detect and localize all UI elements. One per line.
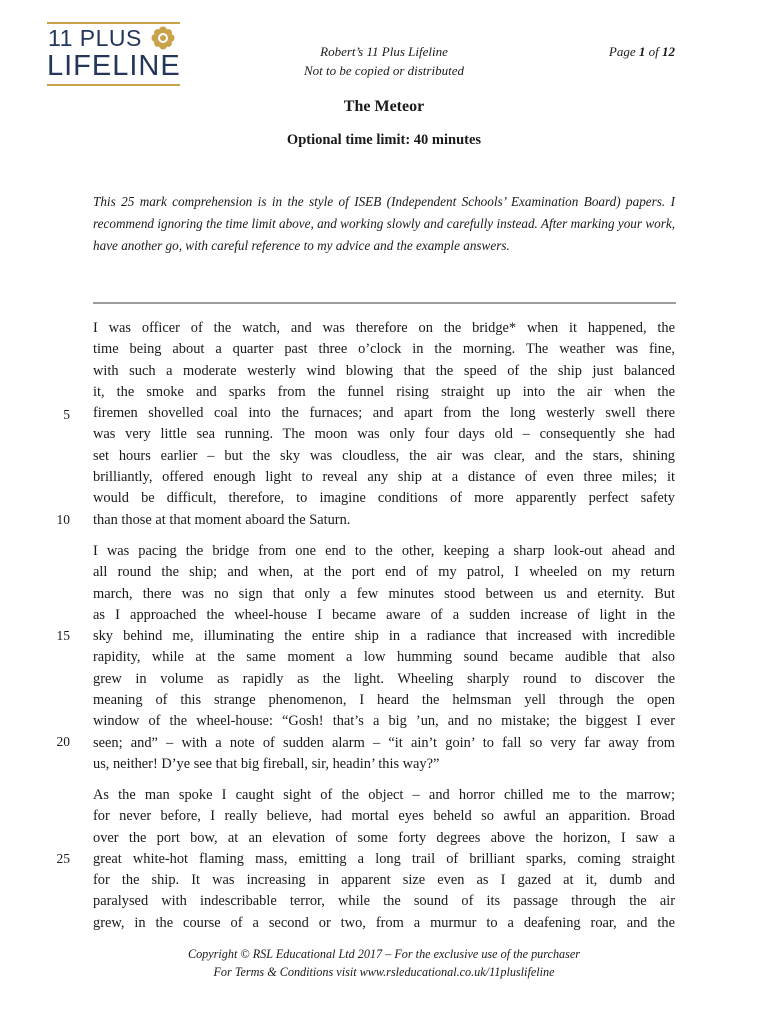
- passage-line: as I approached the wheel-house I became aware of a sudden increase of light in the: [93, 606, 675, 623]
- passage-line: set hours earlier – but the sky was cloudless, the air was clear, and the stars, shining: [93, 447, 675, 464]
- line-number-20: 20: [56, 734, 70, 749]
- logo-top-rule: [47, 22, 180, 24]
- section-divider: [93, 302, 676, 304]
- passage-line: grew in volume as rapidly as the light. Wheeling sharply round to discover the: [93, 670, 675, 687]
- passage-line: than those at that moment aboard the Saturn.: [93, 511, 351, 528]
- passage-line: paralysed with indescribable terror, while the sound of its passage through the air: [93, 893, 675, 910]
- line-number-10: 10: [56, 512, 70, 527]
- page-of: of: [648, 44, 659, 59]
- passage-line: great white-hot flaming mass, emitting a long trail of brilliant sparks, coming straight: [93, 850, 675, 867]
- intro-paragraph: This 25 mark comprehension is in the style of ISEB (Independent Schools’ Examination Board) papers. I recommend ignoring the time limit above, and working slowly and carefully instead. After marking your work, have another go, with careful reference to my advice and the example answers.: [93, 194, 675, 253]
- page-title: The Meteor: [343, 98, 425, 115]
- logo-text-line1: 11 PLUS: [48, 25, 142, 51]
- passage-line: for never before, I really believe, had mortal eyes beheld so awful an apparition. Broad: [93, 808, 675, 825]
- passage-line: meaning of this strange phenomenon, I heard the helmsman yell through the open: [93, 692, 675, 709]
- passage-line: march, there was no sign that only a few minutes stood between us and eternity. But: [93, 585, 675, 602]
- passage-line: was very little sea running. The moon was only four days old – consequently she had: [93, 426, 675, 443]
- brand-logo: [47, 22, 180, 86]
- line-number-15: 15: [56, 628, 70, 643]
- footer-terms: For Terms & Conditions visit www.rsleducational.co.uk/11pluslifeline: [213, 965, 555, 979]
- passage-line: it, the smoke and sparks from the funnel rising straight up into the air when the: [93, 383, 675, 400]
- passage-line: rapidity, while at the same moment a low humming sound became audible that also: [93, 649, 675, 666]
- header-series-title: Robert’s 11 Plus Lifeline: [320, 44, 448, 59]
- passage-line: over the port bow, at an elevation of some forty degrees above the horizon, I saw a: [93, 829, 675, 846]
- passage-line: As the man spoke I caught sight of the object – and horror chilled me to the marrow;: [93, 787, 675, 803]
- page-indicator: [609, 42, 675, 61]
- flower-icon: [151, 26, 175, 50]
- footer-copyright: Copyright © RSL Educational Ltd 2017 – For the exclusive use of the purchaser: [187, 947, 581, 961]
- passage-line: I was officer of the watch, and was therefore on the bridge* when it happened, the: [93, 320, 675, 336]
- passage-line: for the ship. It was increasing in apparent size even as I gazed at it, dumb and: [93, 872, 675, 889]
- page-current: 1: [638, 44, 646, 59]
- logo-bottom-rule: [47, 84, 180, 86]
- passage-paragraph-2: [93, 541, 675, 775]
- passage-line: brilliantly, offered enough light to reveal any ship at a distance of even three miles; it: [93, 469, 675, 486]
- passage-line: would be difficult, therefore, to imagine conditions of more apparently perfect safety: [93, 490, 675, 507]
- passage-line: grew, in the course of a second or two, from a murmur to a deafening roar, and the: [93, 914, 675, 931]
- passage-line: firemen shovelled coal into the furnaces; and apart from the long westerly swell there: [93, 405, 675, 422]
- passage-line: seen; and” – with a note of sudden alarm – “it ain’t goin’ to fall so very far away from: [93, 734, 675, 751]
- line-number-5: 5: [63, 407, 70, 422]
- passage-paragraph-3: [93, 785, 675, 934]
- header-center: [250, 42, 518, 80]
- passage-line: I was pacing the bridge from one end to the other, keeping a sharp look-out ahead and: [93, 543, 675, 559]
- page-footer: [0, 945, 768, 981]
- time-limit-subtitle: Optional time limit: 40 minutes: [286, 132, 482, 148]
- passage-line: us, neither! D’ye see that big fireball, sir, headin’ this way?”: [93, 755, 440, 772]
- header-copy-notice: Not to be copied or distributed: [304, 63, 464, 78]
- page-label: Page: [608, 44, 636, 59]
- passage-paragraph-1: [93, 318, 675, 531]
- passage-line: window of the wheel-house: “Gosh! that’s a big ’un, and no mistake; the biggest I ever: [93, 713, 675, 730]
- logo-text-line2: LIFELINE: [47, 50, 181, 82]
- passage-line: time being about a quarter past three o’clock in the morning. The weather was fine,: [93, 341, 675, 358]
- passage-line: with such a moderate westerly wind blowing that the speed of the ship just balanced: [93, 362, 675, 379]
- passage-line: all round the ship; and when, at the port end of my patrol, I wheeled on my return: [93, 564, 675, 581]
- line-number-25: 25: [56, 851, 70, 866]
- page-total: 12: [662, 44, 675, 59]
- passage-line: sky behind me, illuminating the entire ship in a radiance that increased with incredible: [93, 628, 675, 645]
